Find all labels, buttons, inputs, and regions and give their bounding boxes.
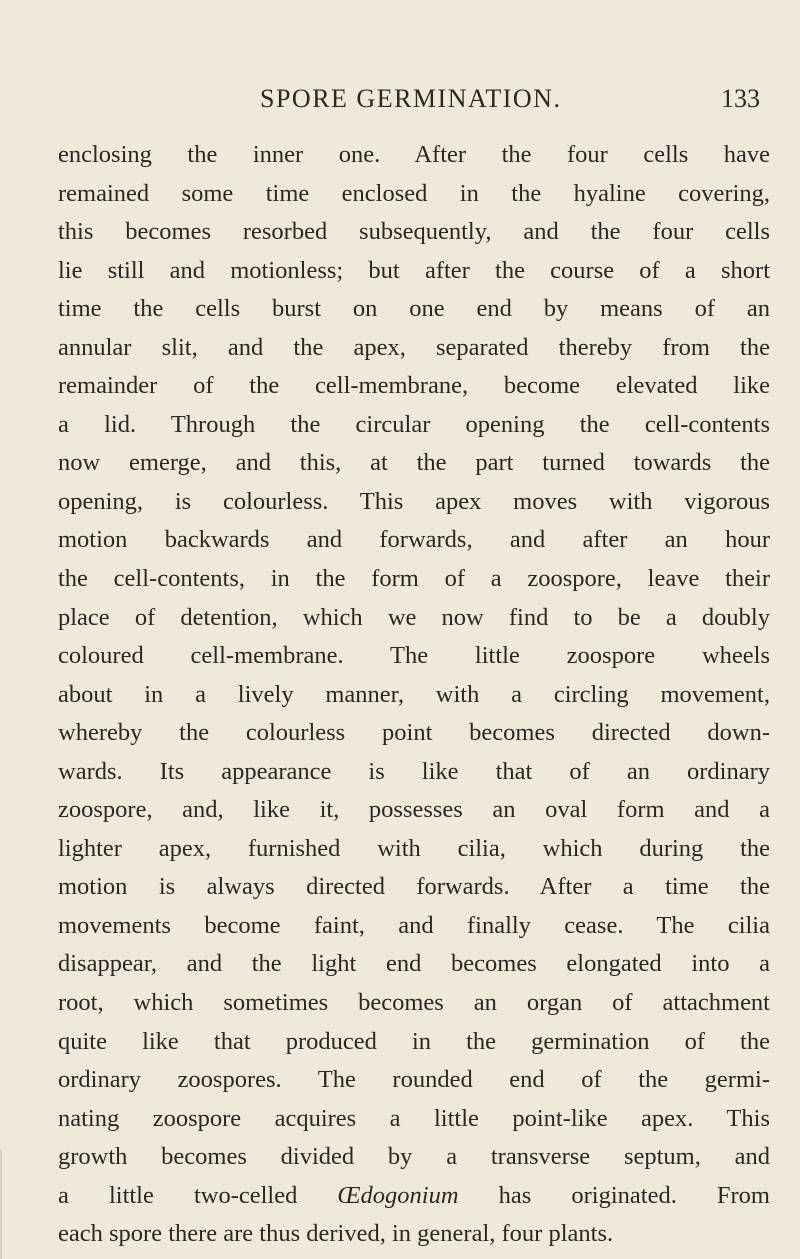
- text-line: annular slit, and the apex, separated thereby from the: [58, 333, 770, 361]
- text-line: growth becomes divided by a transverse septum, and: [58, 1143, 770, 1171]
- body-text: [58, 136, 770, 1254]
- text-fragment: has originated. From: [458, 1181, 770, 1209]
- text-line: motion is always directed forwards. After a time the: [58, 873, 770, 901]
- text-fragment: a little two-celled: [58, 1181, 338, 1209]
- text-line: remained some time enclosed in the hyaline covering,: [58, 179, 770, 207]
- text-line: zoospore, and, like it, possesses an oval form and a: [58, 796, 770, 824]
- running-header: [60, 84, 760, 124]
- text-line: whereby the colourless point becomes directed down-: [58, 719, 770, 747]
- text-line: quite like that produced in the germination of the: [58, 1027, 770, 1055]
- text-line: time the cells burst on one end by means of an: [58, 295, 770, 323]
- text-line: root, which sometimes becomes an organ of attachment: [58, 989, 770, 1017]
- text-line: this becomes resorbed subsequently, and the four cells: [58, 218, 770, 246]
- text-line: lie still and motionless; but after the course of a short: [58, 256, 770, 284]
- text-line: nating zoospore acquires a little point-like apex. This: [58, 1104, 770, 1132]
- text-line: a lid. Through the circular opening the cell-contents: [58, 410, 770, 438]
- text-line: wards. Its appearance is like that of an ordinary: [58, 757, 770, 785]
- text-line-with-genus: [58, 1177, 770, 1216]
- page-number: 133: [721, 84, 760, 113]
- text-line: remainder of the cell-membrane, become elevated like: [58, 372, 770, 400]
- text-line: disappear, and the light end becomes elongated into a: [58, 950, 770, 978]
- text-line-last: each spore there are thus derived, in general, four plants.: [58, 1220, 614, 1248]
- text-line: about in a lively manner, with a circling movement,: [58, 680, 770, 708]
- text-line: motion backwards and forwards, and after an hour: [58, 526, 770, 554]
- text-line: lighter apex, furnished with cilia, which during the: [58, 834, 770, 862]
- text-line: opening, is colourless. This apex moves with vigorous: [58, 487, 770, 515]
- text-line: now emerge, and this, at the part turned towards the: [58, 449, 770, 477]
- genus-name: Œdogonium: [337, 1181, 459, 1209]
- text-line: coloured cell-membrane. The little zoospore wheels: [58, 642, 770, 670]
- text-line: place of detention, which we now find to be a doubly: [58, 603, 770, 631]
- text-line: movements become faint, and finally cease. The cilia: [58, 911, 770, 939]
- text-line: the cell-contents, in the form of a zoospore, leave their: [58, 565, 770, 593]
- text-line: enclosing the inner one. After the four cells have: [58, 141, 770, 168]
- text-line: ordinary zoospores. The rounded end of the germi-: [58, 1066, 770, 1094]
- chapter-title: SPORE GERMINATION.: [260, 84, 562, 113]
- page-edge-shadow: [0, 1150, 2, 1259]
